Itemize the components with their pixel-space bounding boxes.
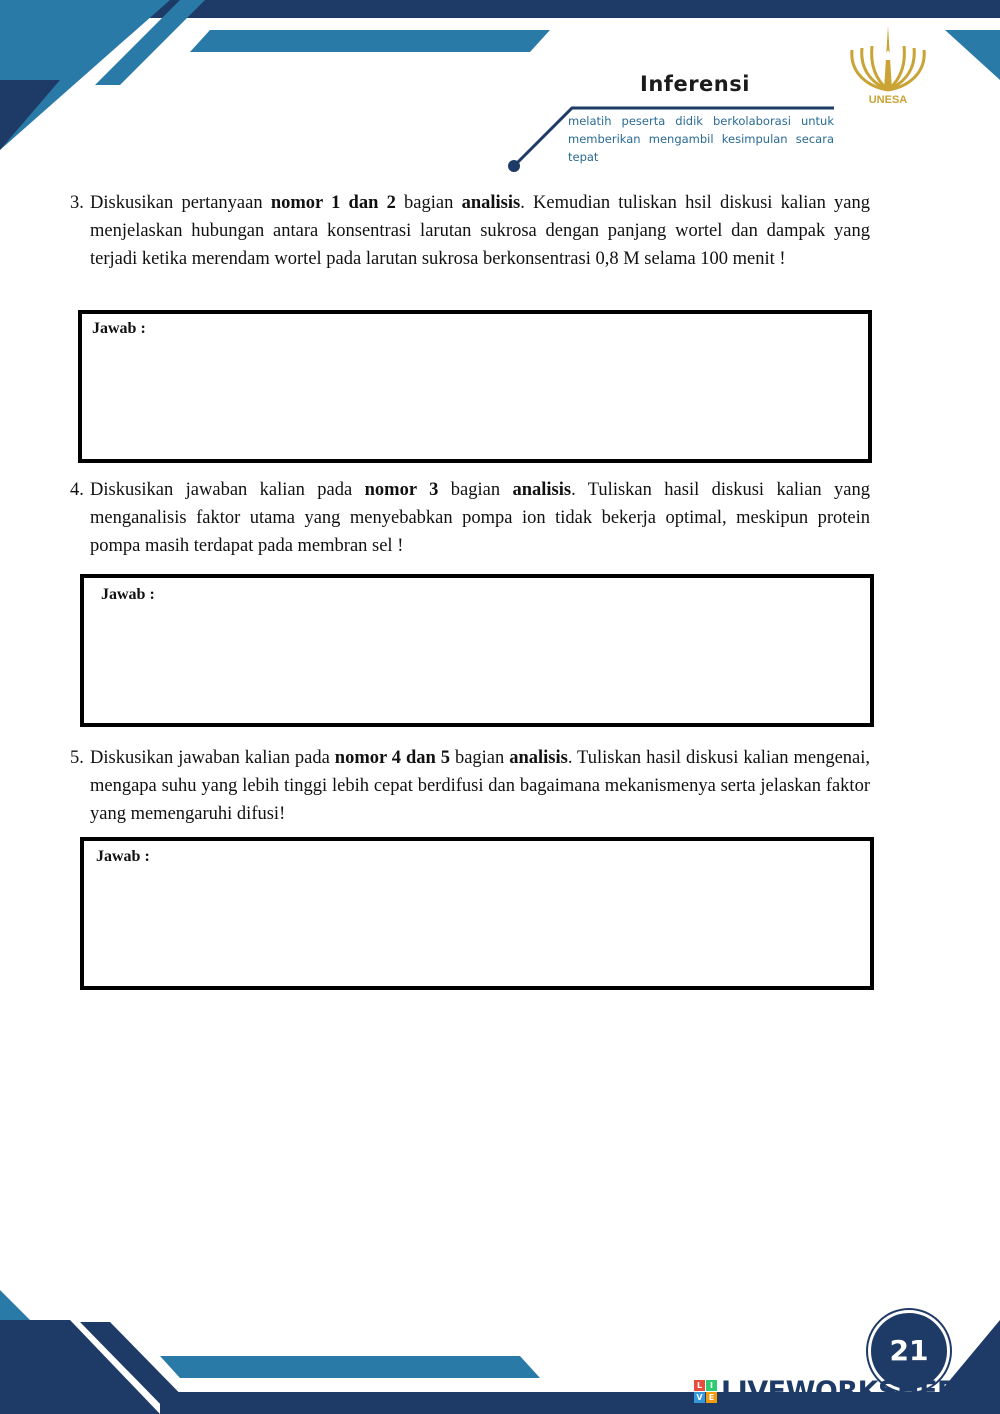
answer-label: Jawab : <box>101 586 155 603</box>
answer-label: Jawab : <box>92 320 146 337</box>
liveworksheets-logo-icon: L I V E <box>694 1380 717 1403</box>
logo-text: UNESA <box>868 94 908 106</box>
question-number: 5. <box>70 748 84 768</box>
answer-box-5[interactable] <box>80 837 874 990</box>
answer-box-4[interactable] <box>80 574 874 727</box>
question-text: Diskusikan jawaban kalian pada nomor 4 dan 5 bagian analisis. Tuliskan hasil diskusi kalian mengenai, mengapa suhu yang lebih tinggi lebih cepat berdifusi dan bagaimana mekanismenya serta jelaskan faktor yang memengaruhi difusi! <box>90 748 871 824</box>
question-4 <box>70 476 870 560</box>
watermark-text: LIVEWORKSHEETS <box>721 1375 992 1407</box>
section-description: melatih peserta didik berkolaborasi untuk memberikan mengambil kesimpulan secara tepat <box>568 114 834 164</box>
answer-label: Jawab : <box>96 848 150 865</box>
question-text: Diskusikan pertanyaan nomor 1 dan 2 bagian analisis. Kemudian tuliskan hsil diskusi kalian yang menjelaskan hubungan antara konsentrasi larutan sukrosa dengan panjang wortel dan dampak yang terjadi ketika merendam wortel pada larutan sukrosa berkonsentrasi 0,8 M selama 100 menit ! <box>90 193 871 269</box>
question-3 <box>70 189 870 273</box>
question-text: Diskusikan jawaban kalian pada nomor 3 bagian analisis. Tuliskan hasil diskusi kalian yang menganalisis faktor utama yang menyebabkan pompa ion tidak bekerja optimal, meskipun protein pompa masih terdapat pada membran sel ! <box>90 480 871 556</box>
question-5 <box>70 744 870 828</box>
question-number: 4. <box>70 480 84 500</box>
answer-box-3[interactable] <box>78 310 872 463</box>
section-title: Inferensi <box>640 72 750 96</box>
liveworksheets-watermark <box>694 1376 992 1406</box>
page-number: 21 <box>868 1310 950 1392</box>
question-number: 3. <box>70 193 84 213</box>
